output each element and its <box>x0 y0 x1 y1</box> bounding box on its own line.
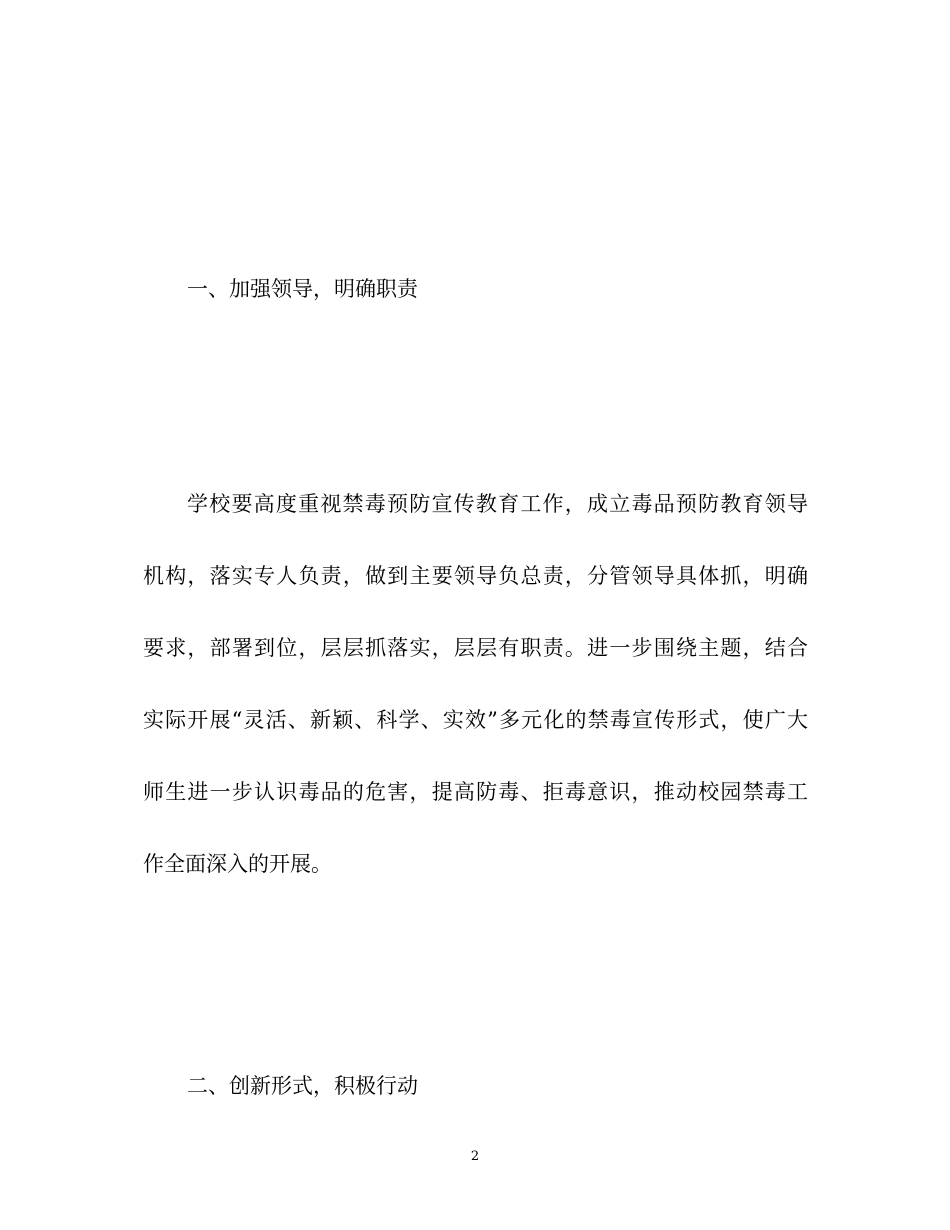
page-number: 2 <box>470 1149 480 1164</box>
section-heading-1: 一、加强领导，明确职责 <box>187 277 418 301</box>
paragraph-line-5: 师生进一步认识毒品的危害，提高防毒、拒毒意识，推动校园禁毒工 <box>143 780 808 804</box>
paragraph-line-3: 要求，部署到位，层层抓落实，层层有职责。进一步围绕主题，结合 <box>143 636 808 660</box>
paragraph-line-6: 作全面深入的开展。 <box>143 852 332 876</box>
paragraph-line-1: 学校要高度重视禁毒预防宣传教育工作，成立毒品预防教育领导 <box>187 492 808 516</box>
body-paragraph <box>143 490 808 922</box>
paragraph-line-4: 实际开展“灵活、新颖、科学、实效”多元化的禁毒宣传形式，使广大 <box>143 708 808 732</box>
section-heading-2: 二、创新形式，积极行动 <box>187 1074 418 1098</box>
paragraph-line-2: 机构，落实专人负责，做到主要领导负总责，分管领导具体抓，明确 <box>143 564 808 588</box>
